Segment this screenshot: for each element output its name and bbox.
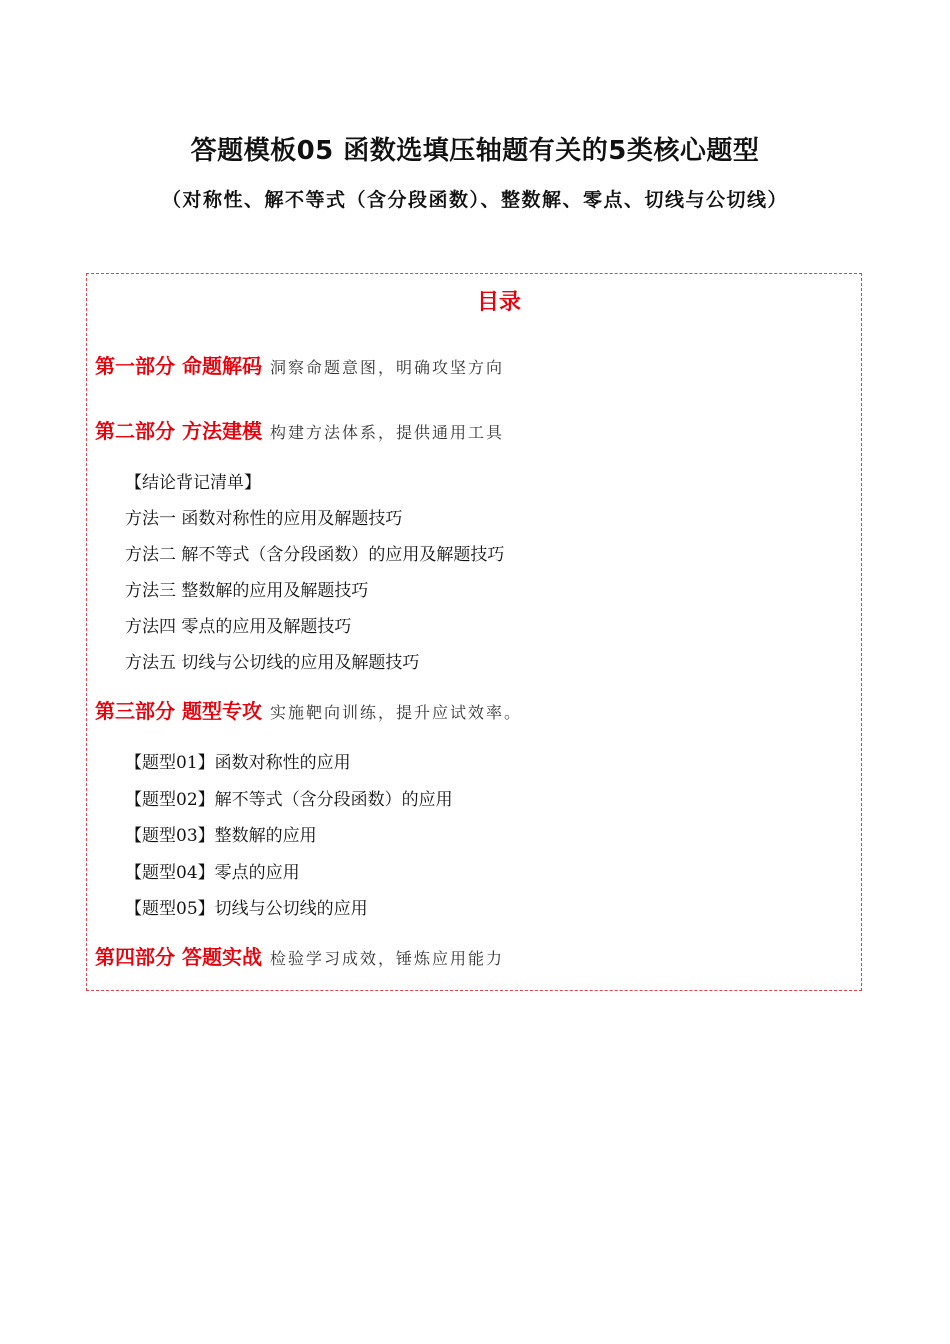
toc-method-item: 方法五 切线与公切线的应用及解题技巧 (125, 653, 420, 673)
part-description: 实施靶向训练，提升应试效率。 (269, 703, 522, 722)
toc-question-type-item: 【题型04】零点的应用 (125, 863, 300, 883)
toc-method-item: 方法一 函数对称性的应用及解题技巧 (125, 509, 403, 529)
toc-question-type-item: 【题型01】函数对称性的应用 (125, 753, 351, 773)
toc-part-3 (95, 697, 522, 727)
toc-method-item: 方法二 解不等式（含分段函数）的应用及解题技巧 (125, 545, 505, 565)
part-title: 第一部分 命题解码 (95, 354, 262, 378)
toc-part-2 (95, 417, 504, 447)
document-title: 答题模板05 函数选填压轴题有关的5类核心题型 (190, 136, 760, 166)
part-title: 第三部分 题型专攻 (95, 699, 262, 723)
toc-method-item: 【结论背记清单】 (125, 473, 261, 493)
part-description: 洞察命题意图，明确攻坚方向 (269, 358, 504, 377)
part-title: 第四部分 答题实战 (95, 945, 262, 969)
part-title: 第二部分 方法建模 (95, 419, 262, 443)
toc-question-type-item: 【题型02】解不等式（含分段函数）的应用 (125, 790, 453, 810)
toc-question-type-item: 【题型05】切线与公切线的应用 (125, 899, 368, 919)
toc-method-item: 方法四 零点的应用及解题技巧 (125, 617, 352, 637)
document-subtitle: （对称性、解不等式（含分段函数）、整数解、零点、切线与公切线） (161, 189, 788, 211)
toc-heading: 目录 (476, 290, 521, 315)
toc-question-type-item: 【题型03】整数解的应用 (125, 826, 317, 846)
part-description: 构建方法体系，提供通用工具 (269, 423, 504, 442)
toc-part-1 (95, 352, 504, 382)
part-description: 检验学习成效，锤炼应用能力 (269, 949, 504, 968)
toc-part-4 (95, 943, 504, 973)
toc-method-item: 方法三 整数解的应用及解题技巧 (125, 581, 369, 601)
